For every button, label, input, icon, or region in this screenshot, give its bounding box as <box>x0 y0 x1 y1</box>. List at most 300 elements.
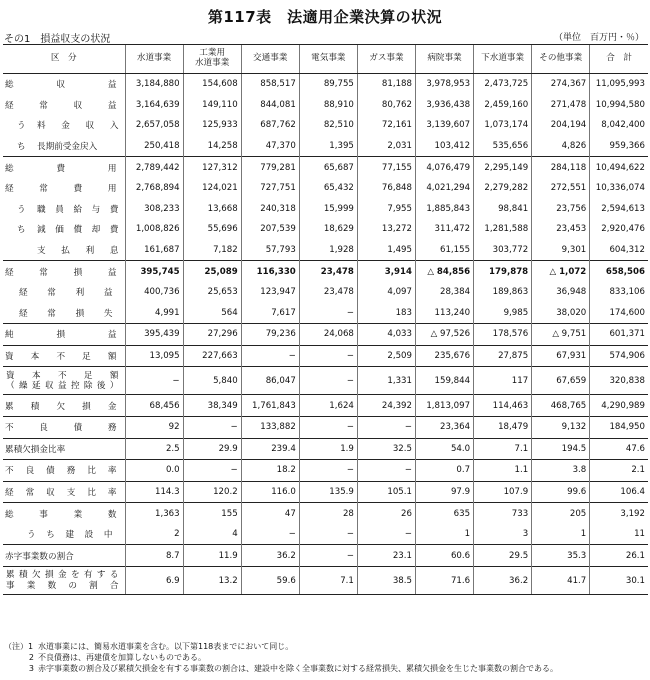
table-row <box>3 157 648 178</box>
table-cell: 41.7 <box>532 567 590 595</box>
row-label <box>3 524 125 545</box>
table-cell: 4,826 <box>532 136 590 157</box>
table-cell: 38.5 <box>357 567 415 595</box>
table-cell: 30.1 <box>590 567 648 595</box>
footnote <box>4 663 558 674</box>
table-cell: 308,233 <box>125 199 183 220</box>
row-label-text: 経 常 収 益 <box>5 100 117 111</box>
table-cell: 833,106 <box>590 282 648 303</box>
table-cell: 155 <box>183 503 241 524</box>
row-label <box>3 481 125 503</box>
table-cell: − <box>183 416 241 438</box>
table-cell: 80,762 <box>357 95 415 116</box>
table-cell: 959,366 <box>590 136 648 157</box>
table-cell: 1.1 <box>474 460 532 482</box>
row-label-text: 長期前受金戻入 <box>37 142 98 153</box>
row-label-text: 純 損 益 <box>5 330 117 341</box>
table-cell: 9,132 <box>532 416 590 438</box>
table-cell: 3,914 <box>357 261 415 282</box>
row-label-text: 累積欠損金比率 <box>5 444 66 455</box>
row-label <box>3 503 125 524</box>
table-cell: 7,955 <box>357 199 415 220</box>
row-label-text: 減 価 償 却 費 <box>37 225 119 236</box>
table-cell: 1,885,843 <box>415 199 473 220</box>
table-cell: 117 <box>474 367 532 395</box>
table-cell: 24,068 <box>299 324 357 346</box>
footnotes <box>4 641 558 674</box>
table-cell: 23,478 <box>299 261 357 282</box>
row-label-text: 経 常 利 益 <box>19 288 113 299</box>
table-cell: 59.6 <box>241 567 299 595</box>
table-cell: 395,439 <box>125 324 183 346</box>
table-cell: 18.2 <box>241 460 299 482</box>
row-label-text: 累積欠損金を有する <box>6 570 119 581</box>
table-cell: 133,882 <box>241 416 299 438</box>
table-cell: 858,517 <box>241 74 299 95</box>
table-row <box>3 503 648 524</box>
table-cell: △ 1,072 <box>532 261 590 282</box>
table-container <box>3 44 648 595</box>
table-cell: − <box>241 345 299 367</box>
table-cell: 4,033 <box>357 324 415 346</box>
table-cell: 32.5 <box>357 438 415 460</box>
table-cell: 127,312 <box>183 157 241 178</box>
table-cell: 89,755 <box>299 74 357 95</box>
sub-item-label <box>3 140 123 152</box>
table-cell: 535,656 <box>474 136 532 157</box>
table-cell: 29.5 <box>474 545 532 567</box>
table-cell: − <box>357 460 415 482</box>
table-cell: 9,985 <box>474 303 532 324</box>
table-cell: 194.5 <box>532 438 590 460</box>
table-cell: 395,745 <box>125 261 183 282</box>
table-cell: 574,906 <box>590 345 648 367</box>
table-cell: 7.1 <box>474 438 532 460</box>
table-cell: 77,155 <box>357 157 415 178</box>
table-row <box>3 240 648 261</box>
table-cell: 47.6 <box>590 438 648 460</box>
table-cell: 1,281,588 <box>474 219 532 240</box>
table-cell: 1,495 <box>357 240 415 261</box>
table-cell: 4 <box>183 524 241 545</box>
table-cell: − <box>125 367 183 395</box>
table-cell: 67,931 <box>532 345 590 367</box>
column-header <box>415 45 473 74</box>
table-cell: 123,947 <box>241 282 299 303</box>
table-cell: 135.9 <box>299 481 357 503</box>
table-cell: 97.9 <box>415 481 473 503</box>
column-header <box>183 45 241 74</box>
table-row <box>3 345 648 367</box>
row-label-subtext: 事 業 数 の 割 合 <box>6 580 119 591</box>
table-cell: 25,089 <box>183 261 241 282</box>
table-cell: 107.9 <box>474 481 532 503</box>
column-header <box>532 45 590 74</box>
footnote-text: 赤字事業数の割合及び累積欠損金を有する事業数の割合は、建設中を除く全事業数に対する経常損失、累積欠損金を生じた事業数の割合である。 <box>38 664 558 673</box>
table-cell: 1,761,843 <box>241 395 299 417</box>
group-marker: う <box>17 121 26 132</box>
row-label <box>3 324 125 346</box>
table-cell: 15,999 <box>299 199 357 220</box>
table-cell: − <box>299 367 357 395</box>
table-cell: 106.4 <box>590 481 648 503</box>
row-label <box>3 157 125 178</box>
table-cell: 4,991 <box>125 303 183 324</box>
table-cell: 1,928 <box>299 240 357 261</box>
table-cell: − <box>299 545 357 567</box>
table-cell: 61,155 <box>415 240 473 261</box>
footnote-text: 不良債務は、再建債を加算しないものである。 <box>38 653 206 662</box>
row-label <box>3 240 125 261</box>
row-label-text: う ち 建 設 中 <box>27 530 113 541</box>
table-cell: 7,617 <box>241 303 299 324</box>
table-cell: 779,281 <box>241 157 299 178</box>
table-cell: 11,095,993 <box>590 74 648 95</box>
table-row <box>3 74 648 95</box>
table-row <box>3 395 648 417</box>
column-header-text: 病院事業 <box>427 53 462 64</box>
table-row <box>3 460 648 482</box>
sub-item-label <box>3 223 123 235</box>
table-cell: − <box>299 345 357 367</box>
row-label <box>3 219 125 240</box>
table-cell: 303,772 <box>474 240 532 261</box>
table-cell: 271,478 <box>532 95 590 116</box>
table-cell: 120.2 <box>183 481 241 503</box>
table-cell: 36.2 <box>474 567 532 595</box>
row-label-text: 総 事 業 数 <box>5 509 117 520</box>
table-cell: 76,848 <box>357 178 415 199</box>
row-label <box>3 395 125 417</box>
table-cell: 3,164,639 <box>125 95 183 116</box>
table-cell: 320,838 <box>590 367 648 395</box>
table-cell: 240,318 <box>241 199 299 220</box>
table-cell: 658,506 <box>590 261 648 282</box>
row-label <box>3 115 125 136</box>
table-cell: 159,844 <box>415 367 473 395</box>
table-cell: 23,478 <box>299 282 357 303</box>
column-header-text: 交通事業 <box>253 53 288 64</box>
column-header-text: 電気事業 <box>311 53 346 64</box>
row-label-text: 職 員 給 与 費 <box>37 204 119 215</box>
footnote-key: 2 <box>28 653 34 662</box>
row-label-text: 経 常 費 用 <box>5 184 117 195</box>
column-header-text: 区 分 <box>50 53 77 64</box>
table-cell: 13,668 <box>183 199 241 220</box>
table-cell: 98,841 <box>474 199 532 220</box>
table-row <box>3 219 648 240</box>
table-cell: 14,258 <box>183 136 241 157</box>
footnote-text: 水道事業には、簡易水道事業を含む。以下第118表までにおいて同じ。 <box>38 642 294 651</box>
table-cell: − <box>183 460 241 482</box>
table-cell: △ 84,856 <box>415 261 473 282</box>
table-cell: 10,494,622 <box>590 157 648 178</box>
table-cell: 227,663 <box>183 345 241 367</box>
table-cell: − <box>357 416 415 438</box>
column-header <box>357 45 415 74</box>
table-cell: 113,240 <box>415 303 473 324</box>
table-cell: 174,600 <box>590 303 648 324</box>
table-cell: − <box>299 460 357 482</box>
table-cell: 2,473,725 <box>474 74 532 95</box>
table-cell: 5,840 <box>183 367 241 395</box>
table-row <box>3 303 648 324</box>
table-cell: 11 <box>590 524 648 545</box>
table-cell: 23,756 <box>532 199 590 220</box>
table-cell: 2,920,476 <box>590 219 648 240</box>
table-cell: 1,331 <box>357 367 415 395</box>
row-label-text: 経 常 損 失 <box>19 308 113 319</box>
table-cell: 13,095 <box>125 345 183 367</box>
header-label-column <box>3 45 125 74</box>
table-cell: 149,110 <box>183 95 241 116</box>
table-cell: 7.1 <box>299 567 357 595</box>
table-cell: 26 <box>357 503 415 524</box>
table-cell: − <box>241 524 299 545</box>
row-label <box>3 178 125 199</box>
table-cell: 1 <box>415 524 473 545</box>
table-cell: 124,021 <box>183 178 241 199</box>
table-row <box>3 545 648 567</box>
table-cell: 1,813,097 <box>415 395 473 417</box>
table-cell: 604,312 <box>590 240 648 261</box>
table-cell: 1,008,826 <box>125 219 183 240</box>
column-header <box>590 45 648 74</box>
table-cell: 125,933 <box>183 115 241 136</box>
table-cell: 8.7 <box>125 545 183 567</box>
group-marker: ち <box>17 225 26 236</box>
table-cell: 1.9 <box>299 438 357 460</box>
table-cell: 36,948 <box>532 282 590 303</box>
column-header-text: その他事業 <box>539 53 583 64</box>
table-cell: 28 <box>299 503 357 524</box>
column-header-text: ガス事業 <box>369 53 404 64</box>
column-header <box>241 45 299 74</box>
table-cell: 3,936,438 <box>415 95 473 116</box>
table-row <box>3 136 648 157</box>
table-cell: 28,384 <box>415 282 473 303</box>
table-cell: 2 <box>125 524 183 545</box>
table-row <box>3 367 648 395</box>
row-label <box>3 282 125 303</box>
table-row <box>3 438 648 460</box>
table-row <box>3 282 648 303</box>
column-header-text: 合 計 <box>606 53 633 64</box>
table-cell: 3,192 <box>590 503 648 524</box>
group-marker: ち <box>17 142 26 153</box>
table-cell: 400,736 <box>125 282 183 303</box>
row-label <box>3 95 125 116</box>
table-cell: 116.0 <box>241 481 299 503</box>
table-cell: 1,363 <box>125 503 183 524</box>
table-cell: 27,296 <box>183 324 241 346</box>
row-label <box>3 74 125 95</box>
row-label-text: 不 良 債 務 <box>5 423 117 434</box>
row-label-text: 資 本 不 足 額 <box>5 352 117 363</box>
sub-item-label <box>3 203 123 215</box>
row-label-text: 不 良 債 務 比 率 <box>5 466 117 477</box>
table-cell: 27,875 <box>474 345 532 367</box>
table-cell: 2,509 <box>357 345 415 367</box>
table-cell: 47,370 <box>241 136 299 157</box>
table-cell: △ 97,526 <box>415 324 473 346</box>
table-cell: − <box>299 416 357 438</box>
table-cell: 99.6 <box>532 481 590 503</box>
table-cell: 54.0 <box>415 438 473 460</box>
unit-label: （単位 百万円・％） <box>553 33 644 43</box>
column-header-text: 下水道事業 <box>481 53 525 64</box>
table-cell: 3,139,607 <box>415 115 473 136</box>
table-cell: 564 <box>183 303 241 324</box>
row-label-subtext: （繰延収益控除後） <box>6 380 119 391</box>
sub-item-label <box>3 119 123 131</box>
table-row <box>3 524 648 545</box>
table-cell: 25,653 <box>183 282 241 303</box>
table-cell: 86,047 <box>241 367 299 395</box>
table-cell: 72,161 <box>357 115 415 136</box>
table-cell: − <box>299 303 357 324</box>
table-cell: 103,412 <box>415 136 473 157</box>
table-cell: 161,687 <box>125 240 183 261</box>
table-cell: 11.9 <box>183 545 241 567</box>
footnote <box>4 652 558 663</box>
table-cell: 274,367 <box>532 74 590 95</box>
table-cell: 13.2 <box>183 567 241 595</box>
table-cell: 635 <box>415 503 473 524</box>
table-cell: 4,290,989 <box>590 395 648 417</box>
table-cell: 57,793 <box>241 240 299 261</box>
table-cell: 601,371 <box>590 324 648 346</box>
table-row <box>3 178 648 199</box>
table-cell: 2,031 <box>357 136 415 157</box>
table-row <box>3 416 648 438</box>
sub-item-label <box>3 244 123 256</box>
table-cell: 2.1 <box>590 460 648 482</box>
table-cell: 1,624 <box>299 395 357 417</box>
table-cell: 38,349 <box>183 395 241 417</box>
row-label <box>3 345 125 367</box>
table-cell: 0.0 <box>125 460 183 482</box>
table-cell: 55,696 <box>183 219 241 240</box>
table-cell: 687,762 <box>241 115 299 136</box>
table-cell: 9,301 <box>532 240 590 261</box>
footnote <box>4 641 558 652</box>
table-cell: 205 <box>532 503 590 524</box>
row-label-text: 経 常 損 益 <box>5 267 117 278</box>
table-cell: 6.9 <box>125 567 183 595</box>
table-row <box>3 199 648 220</box>
table-cell: 189,863 <box>474 282 532 303</box>
table-cell: − <box>357 524 415 545</box>
table-cell: △ 9,751 <box>532 324 590 346</box>
table-cell: 47 <box>241 503 299 524</box>
table-row <box>3 261 648 282</box>
table-cell: 67,659 <box>532 367 590 395</box>
table-cell: 2,594,613 <box>590 199 648 220</box>
table-row <box>3 481 648 503</box>
table-cell: 60.6 <box>415 545 473 567</box>
row-label-text: 総 収 益 <box>5 80 117 91</box>
table-cell: 38,020 <box>532 303 590 324</box>
table-cell: 65,432 <box>299 178 357 199</box>
table-cell: 7,182 <box>183 240 241 261</box>
footnote-key: 3 <box>28 664 34 673</box>
row-label <box>3 438 125 460</box>
row-label <box>3 199 125 220</box>
row-label-text: 総 費 用 <box>5 163 117 174</box>
table-cell: 2,295,149 <box>474 157 532 178</box>
table-cell: 1,073,174 <box>474 115 532 136</box>
page-title: 第117表 法適用企業決算の状況 <box>207 8 443 26</box>
table-cell: 71.6 <box>415 567 473 595</box>
table-cell: 154,608 <box>183 74 241 95</box>
table-row <box>3 95 648 116</box>
table-cell: 183 <box>357 303 415 324</box>
table-cell: 114,463 <box>474 395 532 417</box>
table-cell: 733 <box>474 503 532 524</box>
table-cell: 2,768,894 <box>125 178 183 199</box>
table-cell: 79,236 <box>241 324 299 346</box>
table-cell: 3.8 <box>532 460 590 482</box>
table-cell: 239.4 <box>241 438 299 460</box>
table-cell: 1,395 <box>299 136 357 157</box>
table-cell: 284,118 <box>532 157 590 178</box>
table-cell: 29.9 <box>183 438 241 460</box>
table-cell: 844,081 <box>241 95 299 116</box>
table-cell: 2,279,282 <box>474 178 532 199</box>
table-cell: 81,188 <box>357 74 415 95</box>
table-cell: 4,097 <box>357 282 415 303</box>
table-cell: 88,910 <box>299 95 357 116</box>
table-cell: 468,765 <box>532 395 590 417</box>
table-cell: 2,459,160 <box>474 95 532 116</box>
table-cell: 23.1 <box>357 545 415 567</box>
table-cell: 68,456 <box>125 395 183 417</box>
table-cell: 36.2 <box>241 545 299 567</box>
table-cell: 0.7 <box>415 460 473 482</box>
table-cell: 35.3 <box>532 545 590 567</box>
table-cell: 184,950 <box>590 416 648 438</box>
table-row <box>3 567 648 595</box>
table-cell: 204,194 <box>532 115 590 136</box>
table-cell: 3,978,953 <box>415 74 473 95</box>
table-cell: 4,076,479 <box>415 157 473 178</box>
row-label <box>3 460 125 482</box>
table-cell: 82,510 <box>299 115 357 136</box>
table-cell: 65,687 <box>299 157 357 178</box>
footnote-key: （注）1 <box>4 642 34 651</box>
row-label <box>3 261 125 282</box>
table-cell: 24,392 <box>357 395 415 417</box>
table-cell: 18,629 <box>299 219 357 240</box>
table-cell: 2.5 <box>125 438 183 460</box>
table-cell: 23,364 <box>415 416 473 438</box>
table-cell: 2,789,442 <box>125 157 183 178</box>
table-header-row <box>3 45 648 74</box>
table-cell: 4,021,294 <box>415 178 473 199</box>
settlement-table <box>3 44 648 595</box>
table-cell: 3 <box>474 524 532 545</box>
table-cell: 92 <box>125 416 183 438</box>
table-cell: 105.1 <box>357 481 415 503</box>
column-header-text: 水道事業 <box>136 53 172 64</box>
table-cell: 2,657,058 <box>125 115 183 136</box>
table-cell: 179,878 <box>474 261 532 282</box>
table-cell: 13,272 <box>357 219 415 240</box>
table-cell: 235,676 <box>415 345 473 367</box>
table-row <box>3 115 648 136</box>
row-label <box>3 416 125 438</box>
